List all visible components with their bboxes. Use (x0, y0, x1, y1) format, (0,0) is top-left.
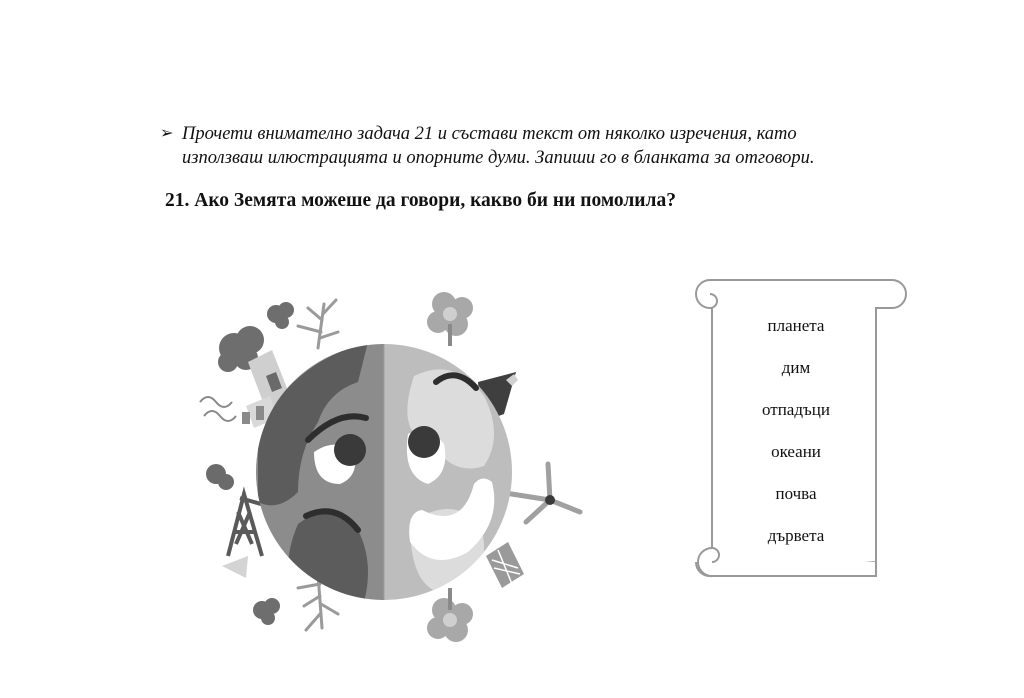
bag-icon (206, 464, 234, 490)
instruction-line-1: Прочети внимателно задача 21 и състави текст от няколко изречения, като (182, 124, 797, 144)
bullet-arrow-icon: ➢ (160, 125, 174, 142)
earth-icon (186, 284, 586, 654)
flower-bottom-icon (427, 588, 473, 642)
keyword-item: океани (771, 442, 821, 461)
keyword-item: планета (767, 316, 825, 335)
task-title: 21. Ако Земята можеше да говори, какво би ни помолила? (165, 190, 676, 211)
keyword-item: почва (775, 484, 817, 503)
keywords-scroll (676, 272, 912, 578)
instruction-text (182, 122, 814, 170)
keyword-item: дим (781, 358, 811, 377)
instruction (160, 122, 920, 170)
keyword-item: отпадъци (762, 400, 830, 419)
keyword-item: дървета (767, 526, 825, 545)
earth-illustration (186, 284, 586, 654)
flower-icon (427, 292, 473, 346)
keyword-list (716, 314, 876, 566)
instruction-line-2: използваш илюстрацията и опорните думи. Запиши го в бланката за отговори. (182, 148, 815, 168)
smoke-cloud-small-icon (253, 598, 280, 625)
solar-cells-icon (486, 542, 524, 588)
bare-tree-icon (298, 300, 338, 348)
